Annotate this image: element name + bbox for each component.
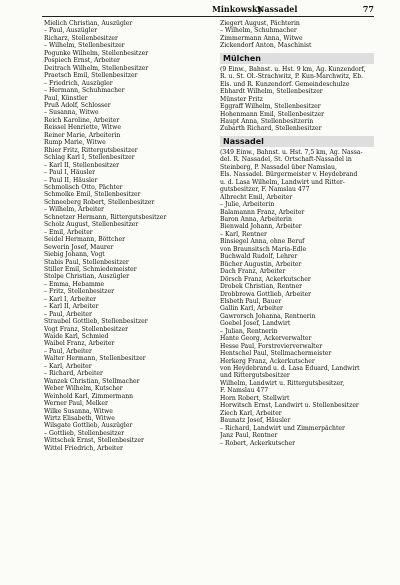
entry-line: Wittschek Ernst, Stellenbesitzer	[44, 437, 144, 445]
entry-line: (349 Einw., Bahnst. u. Hst. 7,5 km, Ag. Nassa-	[220, 148, 363, 156]
entry-line: Stolpe Christian, Auszügler	[44, 273, 130, 281]
entry-line: – Karl, Arbeiter	[44, 362, 92, 370]
entry-line: (9 Einw., Bahnst. u. Hst. 9 km, Ag. Kunzendorf,	[220, 65, 366, 73]
entry-line: Wittel Friedrich, Arbeiter	[44, 444, 123, 452]
entry-line: Weber Wilhelm, Kutscher	[44, 385, 123, 393]
entry-line: Waide Karl, Schmied	[44, 333, 109, 341]
entry-line: Schmolke Emil, Stellenbesitzer	[44, 191, 141, 199]
entry-line: Steinberg, P. Nassadel über Namslau,	[220, 163, 337, 171]
entry-line: Zickendorf Anton, Maschinist	[220, 42, 312, 50]
entry-line: – Paul I, Häusler	[44, 169, 96, 177]
entry-line: – Julian, Rentnerin	[220, 327, 278, 335]
entry-line: Stabis Paul, Stellenbesitzer	[44, 258, 129, 266]
entry-line: von Heydebrand u. d. Lasa Eduard, Landwirt	[220, 365, 360, 373]
entry-line: Zimmermann Anna, Witwe	[220, 34, 303, 42]
entry-line: Schneeberg Robert, Stellenbesitzer	[44, 198, 155, 206]
entry-line: – Karl II, Stellenbesitzer	[44, 161, 120, 169]
entry-line: Rhier Fritz, Rittergutsbesitzer	[44, 146, 138, 154]
entry-line: Elsbeth Paul, Bauer	[220, 297, 282, 305]
entry-line: – Paul, Auszügler	[44, 27, 98, 35]
entry-line: Pospiech Ernst, Arbeiter	[44, 57, 120, 65]
entry-line: Haupt Anna, Stellenbesitzerin	[220, 117, 314, 125]
entry-line: – Fritz, Stellenbesitzer	[44, 288, 115, 296]
entry-line: Straubel Gottlieb, Stellenbesitzer	[44, 318, 148, 326]
entry-line: Horn Robert, Stellwirt	[220, 394, 290, 402]
entry-line: Wilhelm, Landwirt u. Rittergutsbesitzer,	[220, 379, 345, 387]
entry-line: Münster Fritz	[220, 95, 263, 103]
entry-line: Ziegert August, Pächterin	[220, 20, 300, 27]
entry-line: Richarz, Stellenbesitzer	[44, 34, 118, 42]
entry-line: Hante Georg, Ackerverwalter	[220, 335, 312, 343]
entry-line: Scholz August, Stellenbesitzer	[44, 221, 139, 229]
entry-line: Bücher Augustin, Arbeiter	[220, 260, 302, 268]
entry-line: R. u. St. Ol.-Strachwitz, P. Kun-Marchwitz, Eb.	[220, 73, 364, 81]
entry-line: Goebel Josef, Landwirt	[220, 320, 291, 328]
entry-line: Reich Karoline, Arbeiter	[44, 116, 120, 124]
entry-line: – Emil, Arbeiter	[44, 228, 93, 236]
entry-line: – Karl I, Arbeiter	[44, 295, 96, 303]
entry-line: Albrecht Emil, Arbeiter	[220, 193, 293, 201]
entry-line: Wilke Susanna, Witwe	[44, 407, 113, 415]
entry-line: Werner Paul, Melker	[44, 400, 108, 408]
entry-line: Ziech Karl, Arbeiter	[220, 409, 282, 417]
right-column	[220, 20, 374, 447]
entry-line: – Susanna, Witwe	[44, 109, 99, 117]
entry-line: – Emma, Hebamme	[44, 280, 105, 288]
entry-line: Schlag Karl I, Stellenbesitzer	[44, 154, 135, 162]
header-sublocality: Nassadel	[257, 4, 298, 14]
entry-line: Eggraff Wilhelm, Stellenbesitzer	[220, 103, 321, 111]
entry-line: F. Namslau 477	[220, 387, 269, 395]
entry-line: Janz Paul, Rentner	[220, 432, 278, 440]
entry-line: – Friedrich, Auszügler	[44, 79, 113, 87]
entry-line: Seidel Hermann, Böttcher	[44, 236, 125, 244]
entry-line: Mielich Christian, Auszügler	[44, 20, 133, 27]
section-heading-nassadel: Nassadel	[220, 136, 374, 147]
entry-line: u. d. Lasa Wilhelm, Landwirt und Ritter-	[220, 178, 345, 186]
entry-line: del. R. Nassadel, St. Ortschaft-Nassadel in	[220, 156, 352, 164]
entry-line: Horwitsch Ernst, Landwirt u. Stellenbesitzer	[220, 402, 359, 410]
entry-line: Drobbrowa Gottlieb, Arbeiter	[220, 290, 312, 298]
entry-line: Balamannn Franz, Arbeiter	[220, 208, 305, 216]
entry-line: Stiller Emil, Schmiedemeister	[44, 265, 137, 273]
entry-line: Wanzek Christian, Stellmacher	[44, 377, 140, 385]
entry-line: – Robert, Ackerkutscher	[220, 439, 296, 447]
entry-line: Bienwald Johann, Arbeiter	[220, 223, 302, 231]
entry-line: – Richard, Arbeiter	[44, 370, 103, 378]
running-header	[42, 4, 374, 17]
entry-line: – Wilhelm, Arbeiter	[44, 206, 104, 214]
entry-line: Pogunke Wilhelm, Stellenbesitzer	[44, 49, 149, 57]
entry-line: Gawrorsch Johanna, Rentnerin	[220, 312, 316, 320]
entry-line: Deitrach Wilhelm, Stellenbesitzer	[44, 64, 149, 72]
entry-line: Walter Hermann, Stellenbesitzer	[44, 355, 146, 363]
entry-line: von Braunsitsch Maria-Edle	[220, 245, 307, 253]
entry-line: Reiner Marie, Arbeiterin	[44, 131, 121, 139]
entry-line: Baunatz Josef, Häusler	[220, 417, 291, 425]
entry-line: Drobek Christian, Rentner	[220, 283, 303, 291]
entry-line: Els. und R. Kunzendorf. Gemeindeschulze	[220, 80, 350, 88]
entry-line: – Paul, Arbeiter	[44, 310, 92, 318]
entry-line: Gallin Karl, Arbeiter	[220, 305, 283, 313]
entry-line: Siebig Johann, Vogt	[44, 251, 105, 259]
entry-line: Waibel Franz, Arbeiter	[44, 340, 115, 348]
entry-line: – Wilhelm, Schuhmacher	[220, 27, 297, 35]
entry-line: Paul, Künstler	[44, 94, 88, 102]
entry-line: – Wilhelm, Stellenbesitzer	[44, 42, 125, 50]
entry-line: Pruß Adolf, Schlosser	[44, 101, 111, 109]
entry-line: Hesse Paul, Forstrevierverwalter	[220, 342, 323, 350]
entry-line: Vogt Franz, Stellenbesitzer	[44, 325, 128, 333]
header-locality: Minkowsky	[212, 4, 263, 14]
entry-line: – Hermann, Schuhmacher	[44, 87, 125, 95]
entry-line: Dörsch Franz, Ackerkutscher	[220, 275, 311, 283]
entry-line: Wirtz Elisabeth, Witwe	[44, 415, 115, 423]
entry-line: Rump Marie, Witwe	[44, 139, 106, 147]
entry-line: Hohenmann Emil, Stellenbesitzer	[220, 110, 325, 118]
entry-line: Hentschel Paul, Stellmachermeister	[220, 350, 332, 358]
entry-line: – Paul II, Häusler	[44, 176, 98, 184]
entry-line: – Gottlieb, Stellenbesitzer	[44, 429, 125, 437]
entry-line: Els. Nassadel. Bürgermeister v. Heydebrand	[220, 171, 358, 179]
entry-line: gutsbesitzer, F. Namslau 477	[220, 186, 310, 194]
entry-line: Herkerg Franz, Ackerkutscher	[220, 357, 315, 365]
entry-line: – Karl II, Arbeiter	[44, 303, 99, 311]
entry-line: Reissel Henriette, Witwe	[44, 124, 121, 132]
section-heading-muelchen: Mülchen	[220, 53, 374, 64]
entry-line: Praetsch Emil, Stellenbesitzer	[44, 72, 138, 80]
entry-line: Dach Franz, Arbeiter	[220, 268, 286, 276]
entry-line: – Richard, Landwirt und Zimmerpächter	[220, 424, 345, 432]
entry-line: Buchwald Rudolf, Lehrer	[220, 253, 298, 261]
left-column	[44, 20, 209, 452]
page-number: 77	[362, 4, 374, 14]
entry-line: Schmolisch Otto, Pächter	[44, 183, 123, 191]
entry-line: – Karl, Rentner	[220, 230, 267, 238]
entry-line: – Julie, Arbeiterin	[220, 201, 275, 209]
entry-line: Sewerin Josef, Maurer	[44, 243, 114, 251]
entry-line: Zubarth Richard, Stellenbesitzer	[220, 125, 322, 133]
entry-line: Wilsgate Gottlieb, Auszügler	[44, 422, 133, 430]
entry-line: Ebhardt Wilhelm, Stellenbesitzer	[220, 88, 323, 96]
entry-line: Weinhold Karl, Zimmermann	[44, 392, 134, 400]
entry-line: und Rittergutsbesitzer	[220, 372, 290, 380]
entry-line: – Paul, Arbeiter	[44, 347, 92, 355]
entry-line: Baron Anna, Arbeiterin	[220, 215, 292, 223]
entry-line: Binsiegel Anna, ohne Beruf	[220, 238, 305, 246]
entry-line: Schnetzer Hermann, Rittergutsbesitzer	[44, 213, 167, 221]
